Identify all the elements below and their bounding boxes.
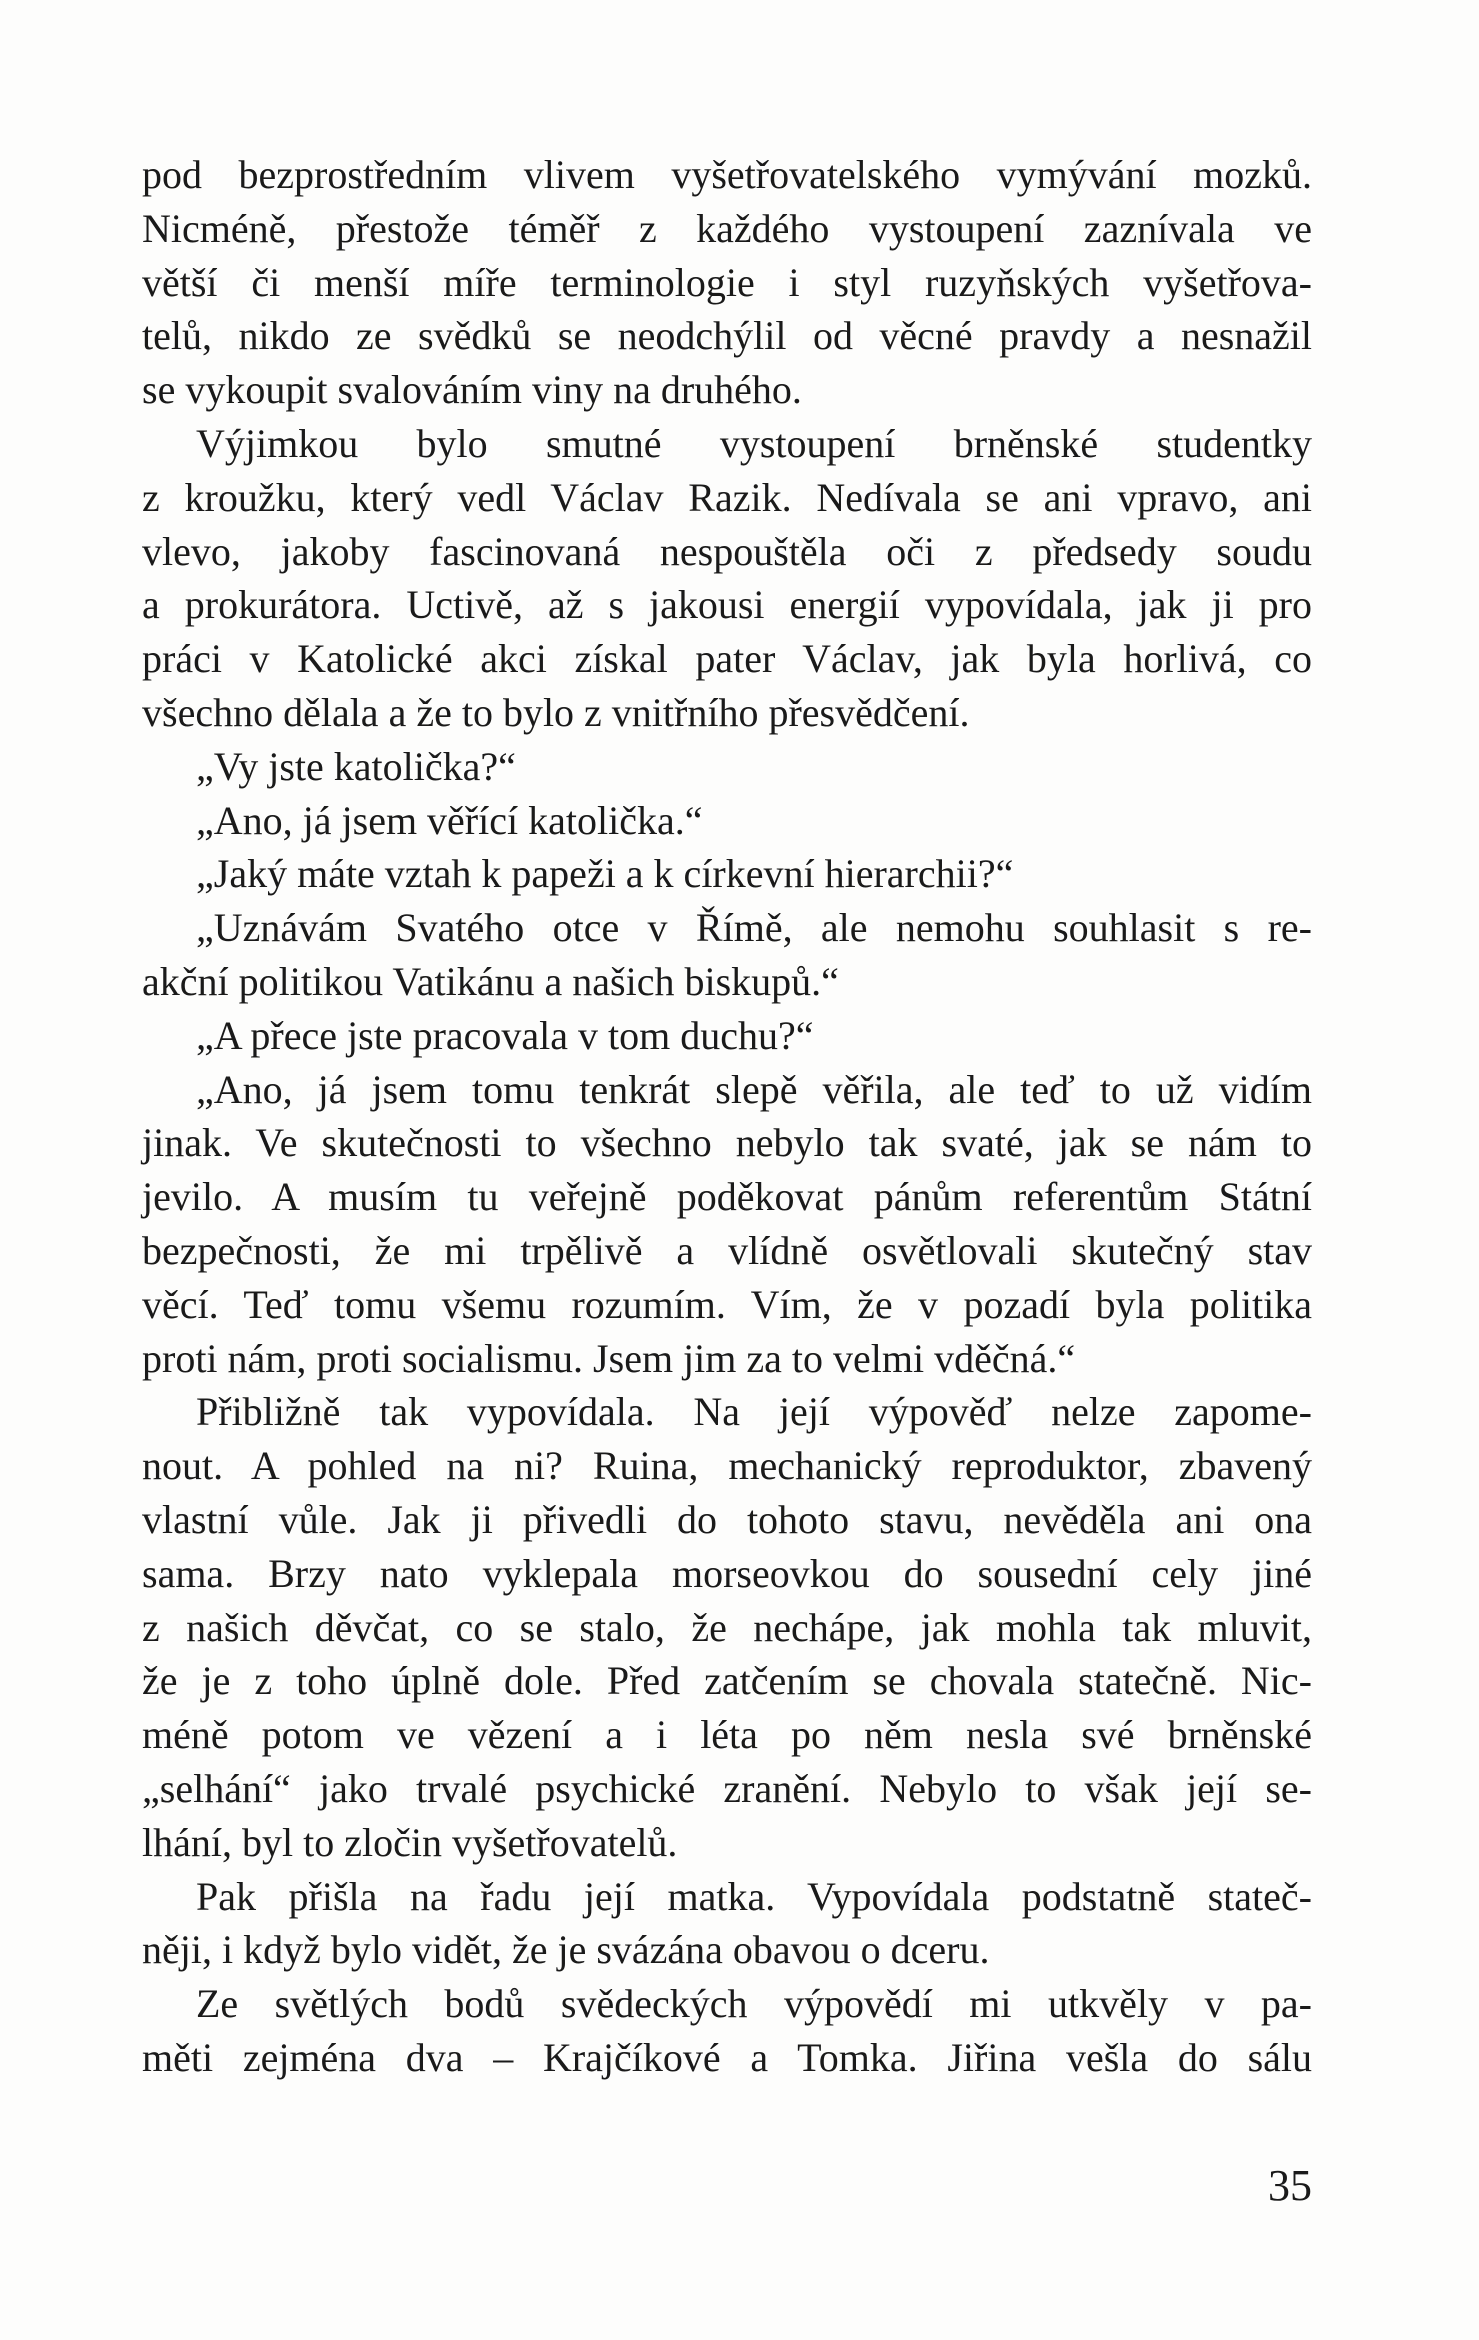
text-line: práci v Katolické akci získal pater Václav, jak byla horlivá, co (142, 636, 1312, 682)
text-line: nout. A pohled na ni? Ruina, mechanický reproduktor, zbavený (142, 1443, 1312, 1489)
text-line: měti zejména dva – Krajčíkové a Tomka. Jiřina vešla do sálu (142, 2034, 1312, 2080)
text-line: Přibližně tak vypovídala. Na její výpověď nelze zapome- (196, 1389, 1312, 1435)
text-line: lhání, byl to zločin vyšetřovatelů. (142, 1819, 678, 1865)
text-line: „Ano, já jsem věřící katolička.“ (196, 797, 703, 843)
text-line: Ze světlých bodů svědeckých výpovědí mi utkvěly v pa- (196, 1981, 1312, 2027)
text-line: Nicméně, přestože téměř z každého vystoupení zaznívala ve (142, 205, 1312, 251)
text-line: „selhání“ jako trvalé psychické zranění. Nebylo to však její se- (142, 1765, 1312, 1811)
text-line: všechno dělala a že to bylo z vnitřního přesvědčení. (142, 689, 970, 735)
text-line: Pak přišla na řadu její matka. Vypovídala podstatně stateč- (196, 1873, 1312, 1919)
text-line: vlevo, jakoby fascinovaná nespouštěla oči z předsedy soudu (142, 528, 1312, 574)
text-line: „Jaký máte vztah k papeži a k církevní hierarchii?“ (196, 851, 1014, 897)
text-line: „Uznávám Svatého otce v Římě, ale nemohu souhlasit s re- (196, 905, 1312, 951)
text-line: větší či menší míře terminologie i styl ruzyňských vyšetřova- (142, 259, 1312, 305)
text-line: „A přece jste pracovala v tom duchu?“ (196, 1012, 814, 1058)
text-line: věcí. Teď tomu všemu rozumím. Vím, že v pozadí byla politika (142, 1281, 1312, 1327)
text-line: „Vy jste katolička?“ (196, 743, 516, 789)
text-line: z našich děvčat, co se stalo, že nechápe, jak mohla tak mluvit, (142, 1604, 1312, 1650)
text-line: bezpečnosti, že mi trpělivě a vlídně osvětlovali skutečný stav (142, 1227, 1312, 1273)
text-line: se vykoupit svalováním viny na druhého. (142, 367, 802, 413)
text-line: akční politikou Vatikánu a našich biskupů.“ (142, 958, 839, 1004)
text-line: méně potom ve vězení a i léta po něm nesla své brněnské (142, 1712, 1312, 1758)
text-line: jevilo. A musím tu veřejně poděkovat pánům referentům Státní (142, 1174, 1312, 1220)
text-line: telů, nikdo ze svědků se neodchýlil od věcné pravdy a nesnažil (142, 313, 1312, 359)
text-line: jinak. Ve skutečnosti to všechno nebylo tak svaté, jak se nám to (142, 1120, 1312, 1166)
text-line: z kroužku, který vedl Václav Razik. Nedívala se ani vpravo, ani (142, 474, 1312, 520)
text-line: proti nám, proti socialismu. Jsem jim za to velmi vděčná.“ (142, 1335, 1076, 1381)
page-number: 35 (1268, 2161, 1312, 2210)
text-line: Výjimkou bylo smutné vystoupení brněnské studentky (196, 420, 1312, 466)
text-line: pod bezprostředním vlivem vyšetřovatelského vymývání mozků. (142, 152, 1312, 197)
body-text (142, 148, 1312, 2085)
text-line: něji, i když bylo vidět, že je svázána obavou o dceru. (142, 1927, 990, 1973)
text-line: sama. Brzy nato vyklepala morseovkou do sousední cely jiné (142, 1550, 1312, 1596)
text-line: vlastní vůle. Jak ji přivedli do tohoto stavu, nevěděla ani ona (142, 1496, 1312, 1542)
text-line: že je z toho úplně dole. Před zatčením se chovala statečně. Nic- (142, 1658, 1312, 1704)
text-line: a prokurátora. Uctivě, až s jakousi energií vypovídala, jak ji pro (142, 582, 1312, 628)
text-line: „Ano, já jsem tomu tenkrát slepě věřila, ale teď to už vidím (196, 1066, 1312, 1112)
